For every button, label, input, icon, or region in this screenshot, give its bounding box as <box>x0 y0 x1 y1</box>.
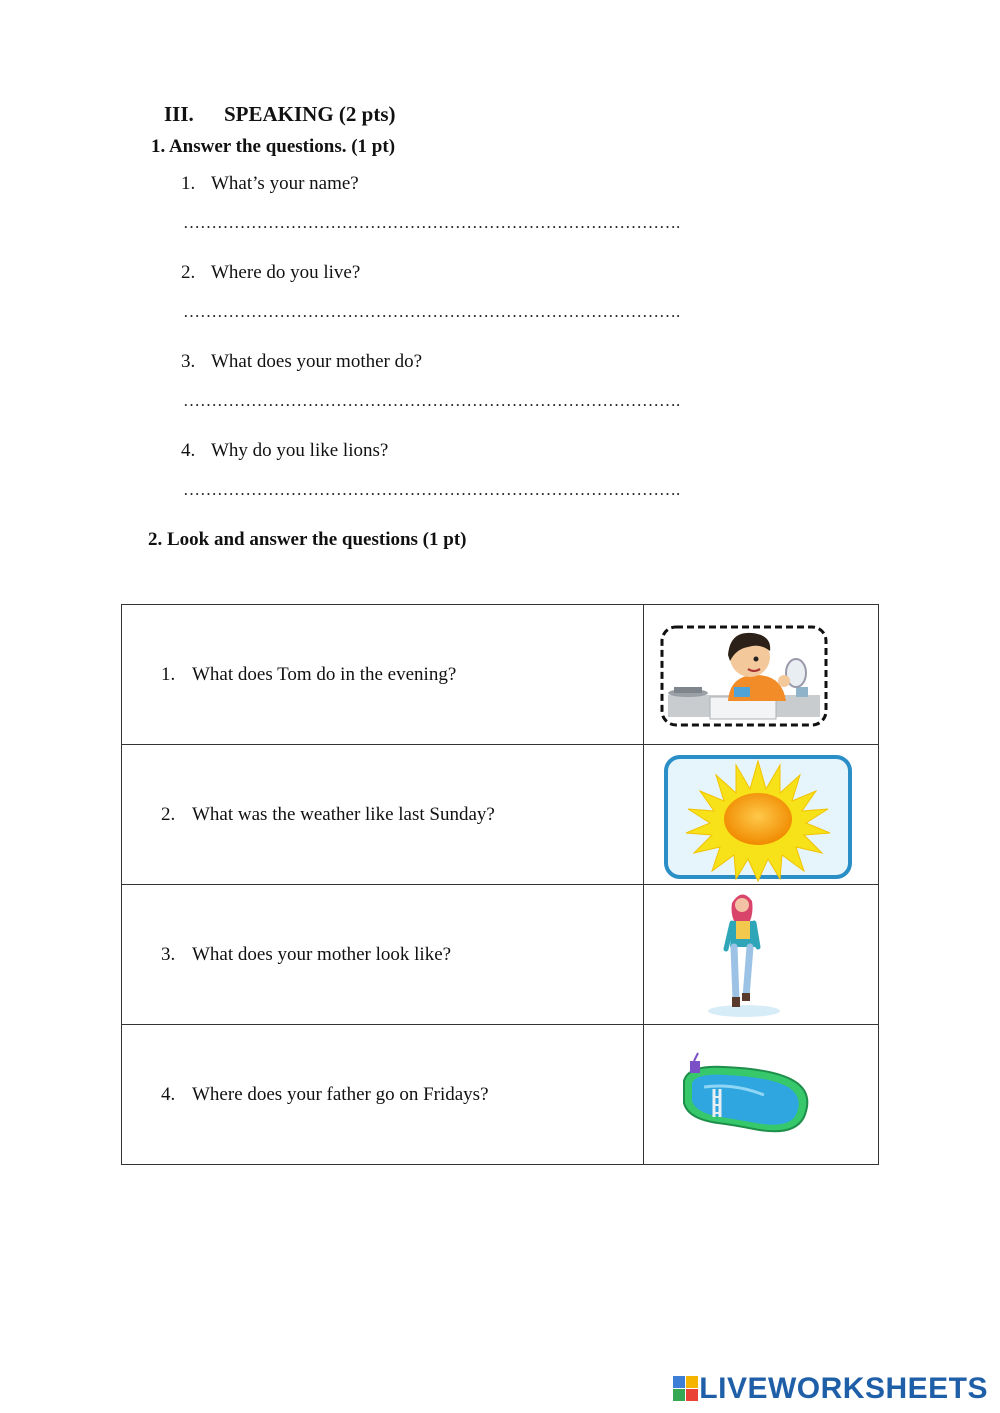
answer-line-3[interactable]: ……………………………………………………………………………. <box>183 391 681 410</box>
question-number: 3. <box>161 943 176 965</box>
question-text: What does your mother do? <box>211 351 423 372</box>
question-text: What does your mother look like? <box>192 943 452 965</box>
part1-heading: 1. Answer the questions. (1 pt) <box>151 136 396 157</box>
question-number: 4. <box>181 440 196 461</box>
picture-cell <box>644 885 879 1025</box>
question-number: 1. <box>161 663 176 685</box>
question-text: Where do you live? <box>211 262 361 283</box>
woman-walking-icon <box>644 885 878 1024</box>
answer-line-2[interactable]: ……………………………………………………………………………. <box>183 302 681 321</box>
question-text: What’s your name? <box>211 173 359 194</box>
boy-washing-dishes-icon <box>644 605 878 744</box>
question-2 <box>181 262 360 284</box>
question-text: What was the weather like last Sunday? <box>192 803 495 825</box>
picture-cell <box>644 745 879 885</box>
table-row <box>122 605 879 745</box>
section-heading <box>164 102 396 127</box>
answer-line-1[interactable]: ……………………………………………………………………………. <box>183 213 681 232</box>
table-row <box>122 1025 879 1165</box>
question-text: Why do you like lions? <box>211 440 389 461</box>
section-title: SPEAKING (2 pts) <box>224 102 396 126</box>
question-cell <box>122 605 644 745</box>
question-cell <box>122 1025 644 1165</box>
sun-icon <box>644 745 878 884</box>
section-number: III. <box>164 102 194 126</box>
picture-question-table <box>121 604 879 1165</box>
question-text: What does Tom do in the evening? <box>192 663 457 685</box>
part2-heading: 2. Look and answer the questions (1 pt) <box>148 529 467 550</box>
swimming-pool-icon <box>644 1025 878 1164</box>
question-number: 2. <box>161 803 176 825</box>
question-number: 3. <box>181 351 196 372</box>
table-row <box>122 885 879 1025</box>
picture-cell <box>644 1025 879 1165</box>
answer-line-4[interactable]: ……………………………………………………………………………. <box>183 480 681 499</box>
question-number: 4. <box>161 1083 176 1105</box>
question-3 <box>181 351 422 373</box>
liveworksheets-logo-icon <box>673 1376 699 1402</box>
picture-cell <box>644 605 879 745</box>
question-number: 2. <box>181 262 196 283</box>
question-text: Where does your father go on Fridays? <box>192 1083 489 1105</box>
question-4 <box>181 440 388 462</box>
liveworksheets-logo <box>673 1372 988 1406</box>
table-row <box>122 745 879 885</box>
logo-text: LIVEWORKSHEETS <box>699 1372 988 1405</box>
question-cell <box>122 885 644 1025</box>
question-number: 1. <box>181 173 196 194</box>
question-1 <box>181 173 359 195</box>
question-cell <box>122 745 644 885</box>
